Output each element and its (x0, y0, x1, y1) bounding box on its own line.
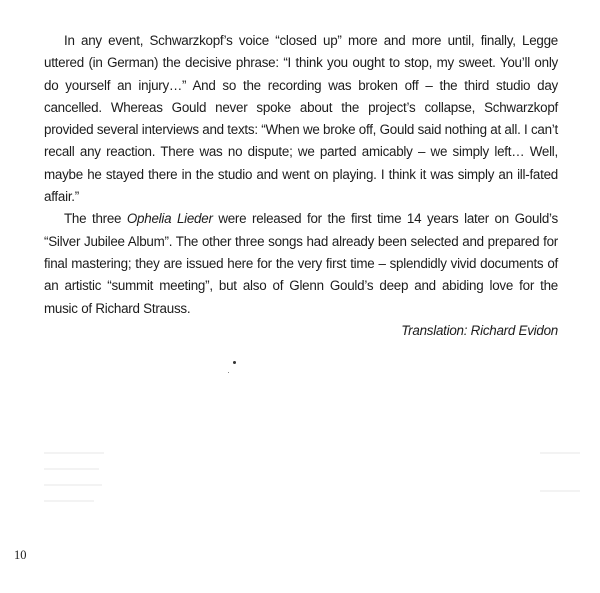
paragraph-1 (44, 30, 558, 208)
print-speck (228, 372, 229, 373)
show-through-mark (540, 452, 580, 454)
work-title: Ophelia Lieder (126, 211, 213, 227)
show-through-mark (44, 500, 94, 502)
print-speck (233, 361, 236, 364)
page-number: 10 (14, 548, 27, 562)
paragraph-2 (44, 208, 558, 319)
paragraph-1-text: In any event, Schwarzkopf’s voice “closed up” more and more until, finally, Legge uttered (in German) the decisive phrase: “I think you ought to stop, my sweet. You’ll only do yourself an injury…” And so the recording was broken off – the third studio day cancelled. Whereas Gould never spoke about the project’s collapse, Schwarzkopf provided several interviews and texts: “When we broke off, Gould said nothing at all. I can’t recall any reaction. There was no dispute; we parted amicably – we simply left… Well, maybe he stayed there in the studio and went on playing. I think it was simply an ill-fated affair.” (44, 33, 558, 205)
body-text (44, 30, 558, 342)
show-through-mark (44, 484, 102, 486)
paragraph-2-lead: The three (64, 211, 127, 227)
show-through-mark (44, 452, 104, 454)
show-through-mark (44, 468, 99, 470)
show-through-mark (540, 490, 580, 492)
translation-credit: Translation: Richard Evidon (401, 322, 558, 338)
paragraph-2-text: were released for the first time 14 years later on Gould’s “Silver Jubilee Album”. The other three songs had already been selected and prepared for final mastering; they are issued here for the very first time – splendidly vivid documents of an artistic “summit meeting”, but also of Glenn Gould’s deep and abiding love for the music of Richard Strauss. (44, 211, 558, 316)
